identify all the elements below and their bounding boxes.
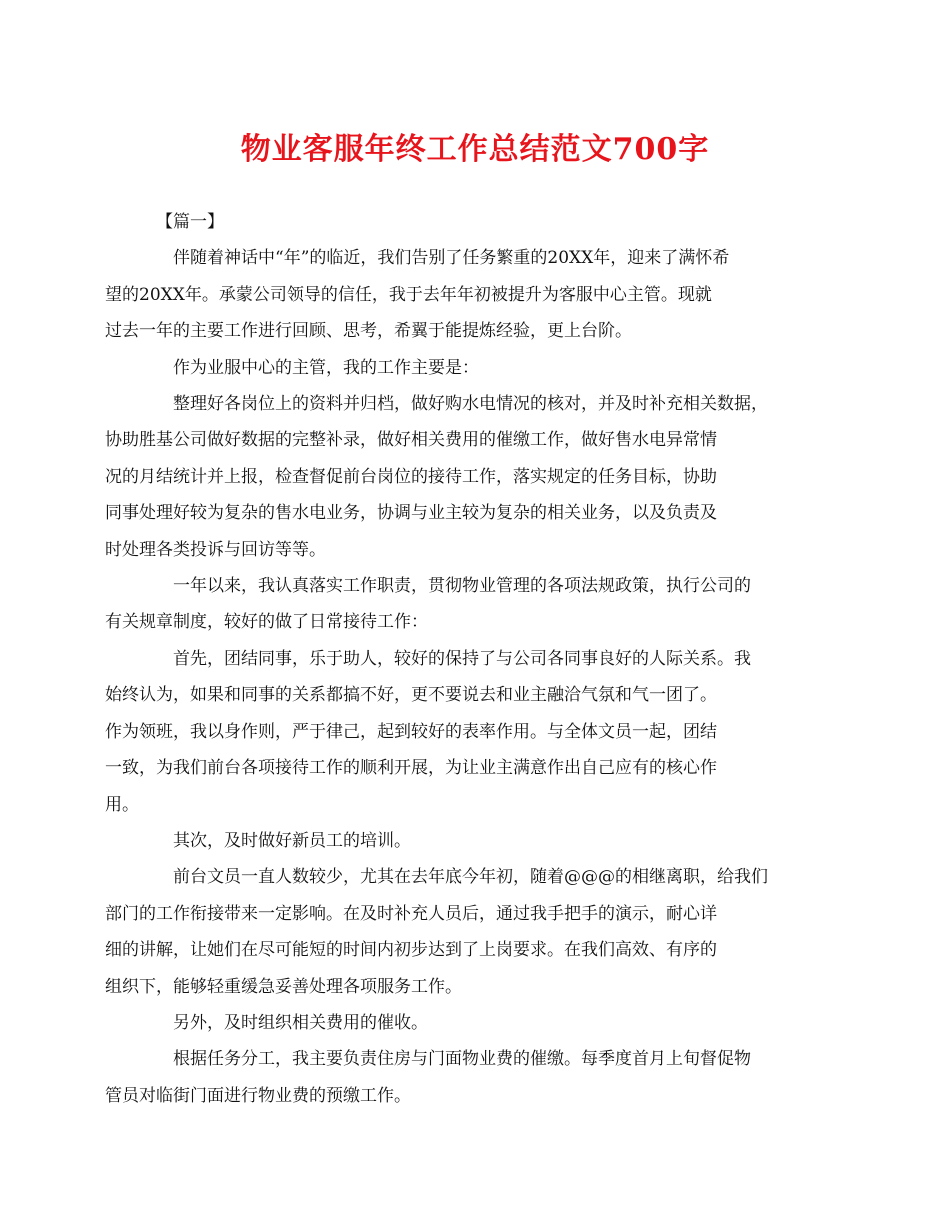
document-title: 物业客服年终工作总结范文700字 — [240, 132, 710, 167]
paragraph-line: 况的月结统计并上报，检查督促前台岗位的接待工作，落实规定的任务目标，协助 — [105, 466, 717, 487]
document-body — [105, 204, 819, 1114]
paragraph-line: 组织下，能够轻重缓急妥善处理各项服务工作。 — [105, 976, 462, 997]
paragraph — [139, 823, 819, 859]
paragraph-line: 另外，及时组织相关费用的催收。 — [173, 1012, 428, 1033]
paragraph-line: 有关规章制度，较好的做了日常接待工作： — [105, 612, 428, 633]
paragraph — [105, 568, 819, 641]
paragraph — [139, 350, 819, 386]
paragraph-line: 始终认为，如果和同事的关系都搞不好，更不要说去和业主融洽气氛和气一团了。 — [105, 685, 717, 706]
paragraph-line: 望的20XX年。承蒙公司领导的信任，我于去年年初被提升为客服中心主管。现就 — [105, 284, 712, 305]
paragraph — [105, 1041, 819, 1114]
section-label: 【篇一】 — [156, 212, 224, 232]
paragraph-line: 整理好各岗位上的资料并归档，做好购水电情况的核对，并及时补充相关数据， — [173, 394, 768, 415]
paragraph — [105, 386, 819, 568]
paragraph-line: 作为业服中心的主管，我的工作主要是： — [173, 357, 479, 378]
paragraph-line: 一致，为我们前台各项接待工作的顺利开展，为让业主满意作出自己应有的核心作 — [105, 758, 717, 779]
paragraph — [105, 240, 819, 349]
paragraph-line: 一年以来，我认真落实工作职责，贯彻物业管理的各项法规政策，执行公司的 — [173, 576, 751, 597]
paragraph-line: 伴随着神话中“年”的临近，我们告别了任务繁重的20XX年，迎来了满怀希 — [173, 248, 730, 269]
paragraph-line: 同事处理好较为复杂的售水电业务，协调与业主较为复杂的相关业务，以及负责及 — [105, 503, 717, 524]
paragraph-line: 前台文员一直人数较少，尤其在去年底今年初，随着@@@的相继离职，给我们 — [173, 867, 768, 888]
paragraph-line: 协助胜基公司做好数据的完整补录，做好相关费用的催缴工作，做好售水电异常情 — [105, 430, 717, 451]
paragraph-line: 作为领班，我以身作则，严于律己，起到较好的表率作用。与全体文员一起，团结 — [105, 721, 717, 742]
paragraph — [105, 859, 819, 1005]
paragraph — [105, 641, 819, 823]
paragraph-line: 根据任务分工，我主要负责住房与门面物业费的催缴。每季度首月上旬督促物 — [173, 1049, 751, 1070]
paragraph-line: 部门的工作衔接带来一定影响。在及时补充人员后，通过我手把手的演示，耐心详 — [105, 903, 717, 924]
paragraph-line: 细的讲解，让她们在尽可能短的时间内初步达到了上岗要求。在我们高效、有序的 — [105, 940, 717, 961]
paragraph-line: 其次，及时做好新员工的培训。 — [173, 830, 411, 851]
paragraph-line: 用。 — [105, 794, 139, 815]
paragraph-line: 首先，团结同事，乐于助人，较好的保持了与公司各同事良好的人际关系。我 — [173, 648, 751, 669]
paragraph-line: 时处理各类投诉与回访等等。 — [105, 539, 326, 560]
paragraph-line: 过去一年的主要工作进行回顾、思考，希翼于能提炼经验，更上台阶。 — [105, 321, 632, 342]
paragraph-line: 管员对临街门面进行物业费的预缴工作。 — [105, 1085, 411, 1106]
paragraph — [139, 1005, 819, 1041]
